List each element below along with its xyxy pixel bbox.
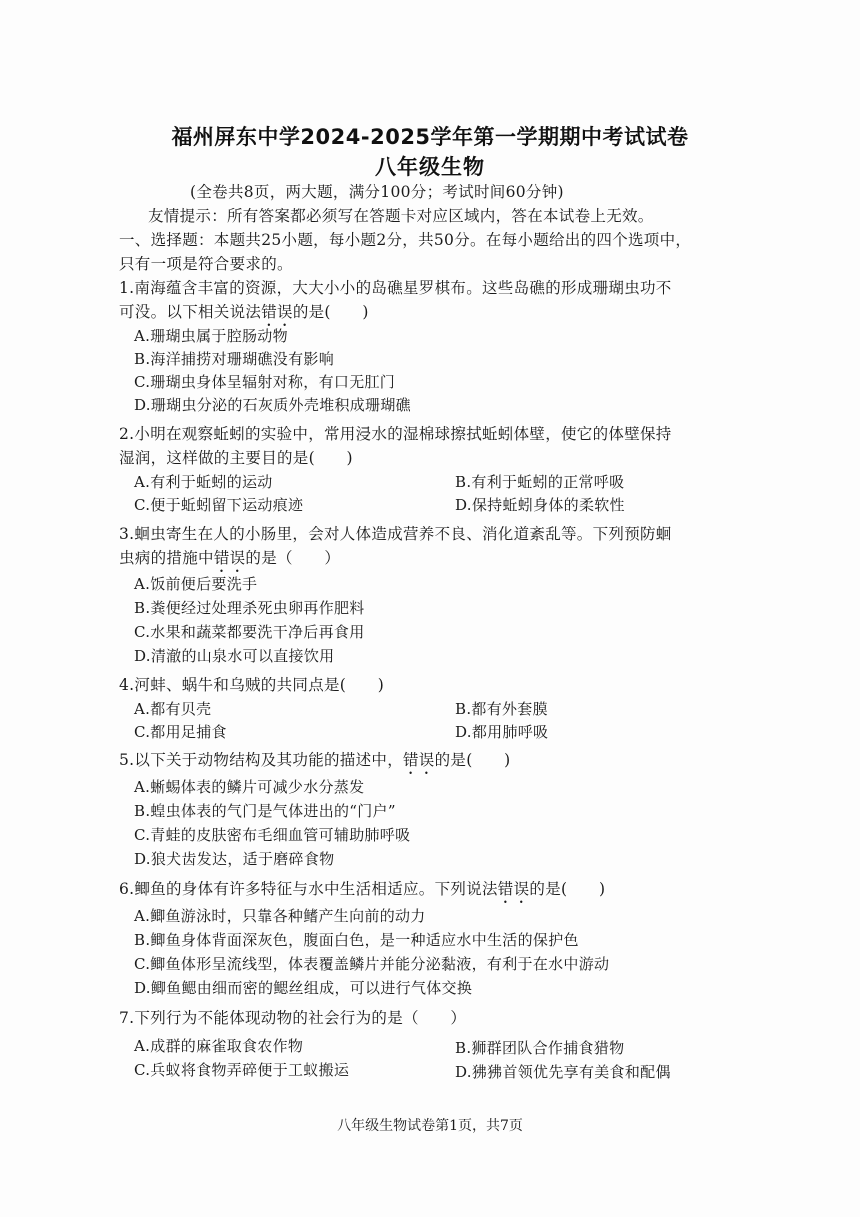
question-3-option-a: A.饭前便后要洗手 <box>134 575 258 593</box>
question-1-option-a: A.珊瑚虫属于腔肠动物 <box>134 327 288 345</box>
question-2-stem-line2: 湿润，这样做的主要目的是( ) <box>119 449 353 467</box>
question-6-option-a: A.鲫鱼游泳时，只靠各种鳍产生向前的动力 <box>134 907 426 925</box>
exam-info: (全卷共8页，两大题，满分100分；考试时间60分钟) <box>190 183 564 201</box>
question-2-stem-line1: 2.小明在观察蚯蚓的实验中，常用浸水的湿棉球擦拭蚯蚓体壁，使它的体壁保持 <box>119 425 672 443</box>
section-intro-line2: 只有一项是符合要求的。 <box>119 255 293 273</box>
question-3-option-c: C.水果和蔬菜都要洗干净后再食用 <box>134 623 365 641</box>
question-6-option-c: C.鲫鱼体形呈流线型，体表覆盖鳞片并能分泌黏液，有利于在水中游动 <box>134 955 610 973</box>
question-4-option-d: D.都用肺呼吸 <box>455 723 549 741</box>
question-3-stem-line2 <box>119 548 340 576</box>
question-1-option-d: D.珊瑚虫分泌的石灰质外壳堆积成珊瑚礁 <box>134 396 411 414</box>
question-6-option-d: D.鲫鱼鳃由细而密的鳃丝组成，可以进行气体交换 <box>134 979 473 997</box>
question-1-stem-line1: 1.南海蕴含丰富的资源，大大小小的岛礁星罗棋布。这些岛礁的形成珊瑚虫功不 <box>119 279 672 297</box>
question-3-option-b: B.粪便经过处理杀死虫卵再作肥料 <box>134 599 365 617</box>
question-7-option-d: D.狒狒首领优先享有美食和配偶 <box>455 1063 671 1081</box>
question-5-emphasis: 错误 <box>403 751 435 769</box>
question-3-stem-line1: 3.蛔虫寄生在人的小肠里，会对人体造成营养不良、消化道紊乱等。下列预防蛔 <box>119 525 672 543</box>
question-3-stem-text: 虫病的措施中 <box>119 549 214 567</box>
question-5-answer-blank: 的是( ) <box>434 751 511 769</box>
question-6-stem-line1 <box>119 879 605 907</box>
page-footer: 八年级生物试卷第1页，共7页 <box>337 1118 523 1134</box>
question-4-option-c: C.都用足捕食 <box>134 723 227 741</box>
question-5-stem-line1 <box>119 750 511 778</box>
question-4-option-a: A.都有贝壳 <box>134 700 212 718</box>
question-5-option-b: B.蝗虫体表的气门是气体进出的“门户” <box>134 802 396 820</box>
exam-tip: 友情提示：所有答案都必须写在答题卡对应区域内，答在本试卷上无效。 <box>148 207 654 225</box>
question-5-stem-text: 5.以下关于动物结构及其功能的描述中， <box>119 751 403 769</box>
question-3-emphasis: 错误 <box>213 549 246 567</box>
question-4-option-b: B.都有外套膜 <box>455 700 548 718</box>
question-1-option-c: C.珊瑚虫身体呈辐射对称，有口无肛门 <box>134 373 396 391</box>
question-3-option-d: D.清澈的山泉水可以直接饮用 <box>134 647 335 665</box>
question-1-stem-text: 可没。以下相关说法 <box>119 303 262 321</box>
question-7-option-b: B.狮群团队合作捕食猎物 <box>455 1039 625 1057</box>
question-6-option-b: B.鲫鱼身体背面深灰色，腹面白色，是一种适应水中生活的保护色 <box>134 931 579 949</box>
exam-subtitle: 八年级生物 <box>375 155 485 179</box>
question-3-answer-blank: 的是（ ） <box>245 549 341 567</box>
question-7-option-a: A.成群的麻雀取食农作物 <box>134 1037 304 1055</box>
question-6-stem-text: 6.鲫鱼的身体有许多特征与水中生活相适应。下列说法 <box>119 880 498 898</box>
question-2-option-a: A.有利于蚯蚓的运动 <box>134 473 273 491</box>
question-5-option-a: A.蜥蜴体表的鳞片可减少水分蒸发 <box>134 778 365 796</box>
section-intro-line1: 一、选择题：本题共25小题，每小题2分，共50分。在每小题给出的四个选项中， <box>119 231 692 249</box>
question-1-answer-blank: 的是( ) <box>292 303 369 321</box>
question-7-stem-line1: 7.下列行为不能体现动物的社会行为的是（ ） <box>119 1009 467 1027</box>
question-2-option-d: D.保持蚯蚓身体的柔软性 <box>455 496 625 514</box>
question-6-emphasis: 错误 <box>497 880 530 898</box>
question-5-option-d: D.狼犬齿发达，适于磨碎食物 <box>134 850 335 868</box>
question-2-option-b: B.有利于蚯蚓的正常呼吸 <box>455 473 625 491</box>
question-1-option-b: B.海洋捕捞对珊瑚礁没有影响 <box>134 350 334 368</box>
question-7-option-c: C.兵蚁将食物弄碎便于工蚁搬运 <box>134 1061 350 1079</box>
question-5-option-c: C.青蛙的皮肤密布毛细血管可辅助肺呼吸 <box>134 826 411 844</box>
question-4-stem-line1: 4.河蚌、蜗牛和乌贼的共同点是( ) <box>119 676 385 694</box>
question-1-emphasis: 错误 <box>261 303 293 321</box>
question-6-answer-blank: 的是( ) <box>529 880 606 898</box>
exam-title: 福州屏东中学2024-2025学年第一学期期中考试试卷 <box>171 125 689 149</box>
question-2-option-c: C.便于蚯蚓留下运动痕迹 <box>134 496 304 514</box>
